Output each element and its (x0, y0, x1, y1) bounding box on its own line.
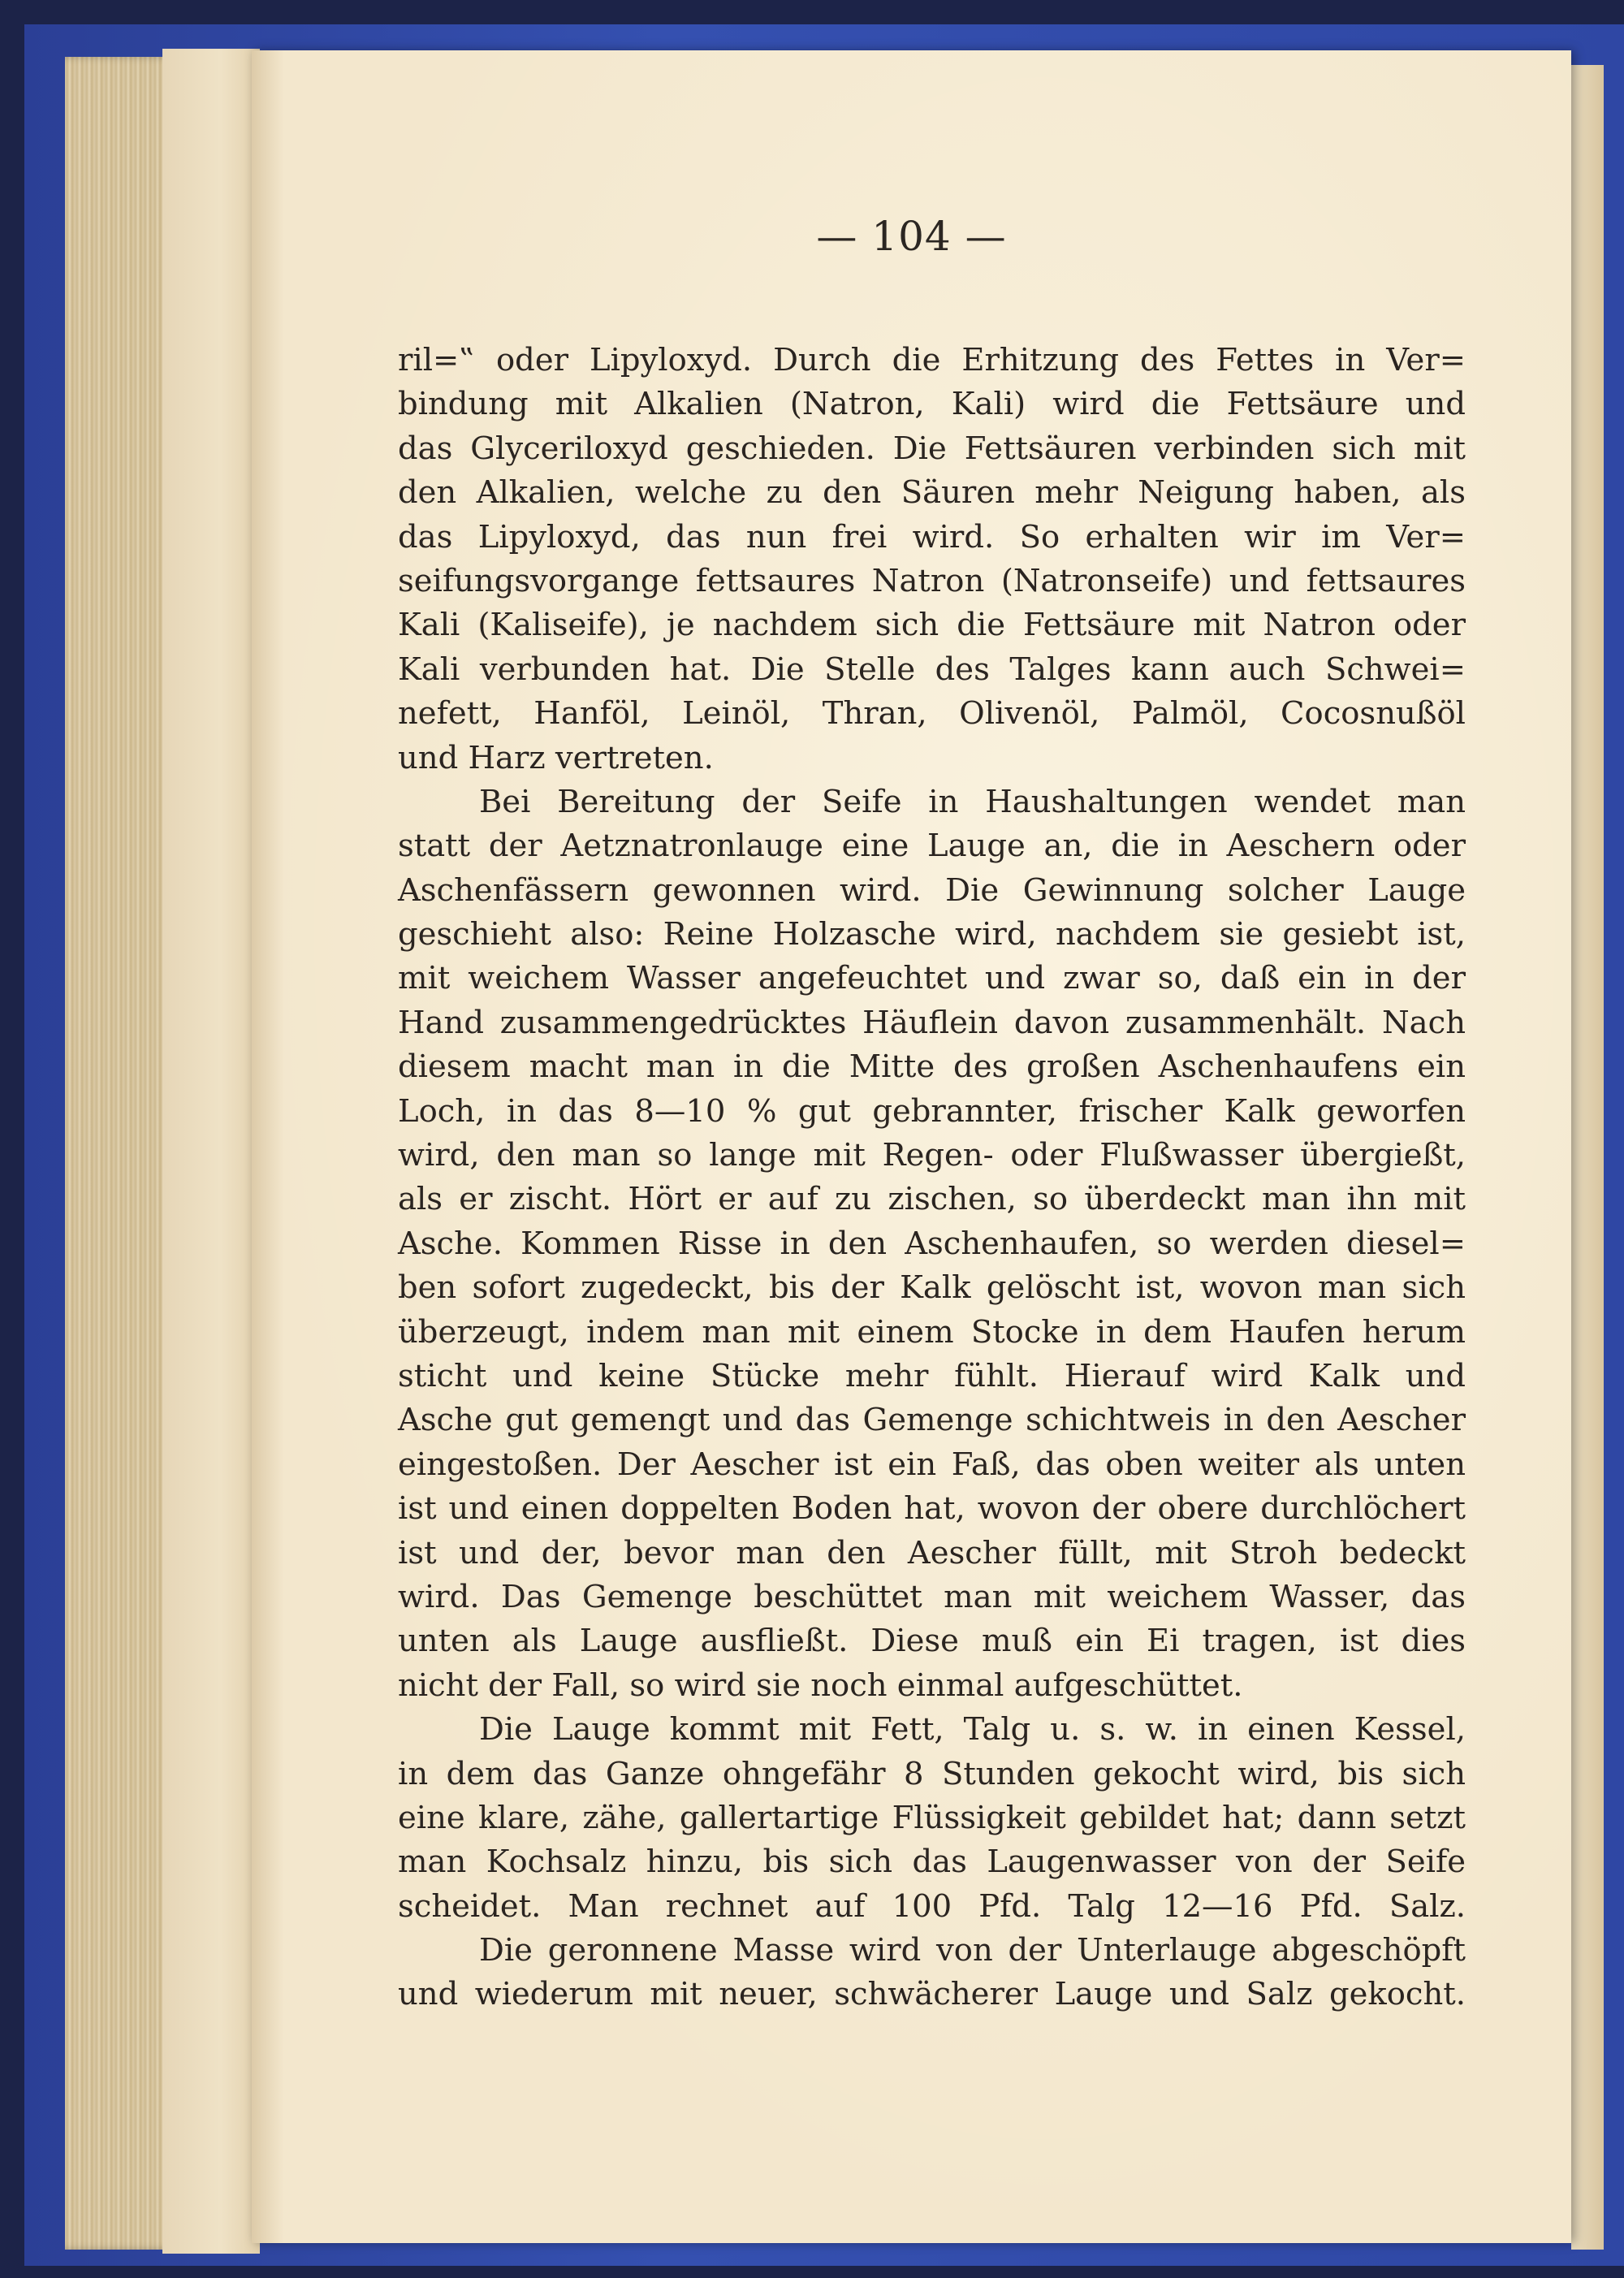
book-page (252, 50, 1571, 2243)
text-line: in dem das Ganze ohngefähr 8 Stunden gekocht wird, bis sich (398, 1755, 1466, 1792)
page-text (398, 339, 1466, 2017)
page-edges (65, 57, 179, 2250)
text-line: Die geronnene Masse wird von der Unterlauge abgeschöpft (479, 1932, 1466, 1969)
text-line: ril=‟ oder Lipyloxyd. Durch die Erhitzung des Fettes in Ver= (398, 342, 1466, 378)
text-line: geschieht also: Reine Holzasche wird, nachdem sie gesiebt ist, (398, 916, 1466, 953)
text-line: eine klare, zähe, gallertartige Flüssigkeit gebildet hat; dann setzt (398, 1799, 1466, 1836)
previous-page (162, 49, 260, 2254)
text-line: ben sofort zugedeckt, bis der Kalk gelöscht ist, wovon man sich (398, 1269, 1466, 1307)
text-line: statt der Aetznatronlauge eine Lauge an, die in Aeschern oder (398, 828, 1466, 865)
text-line: Hand zusammengedrücktes Häuflein davon zusammenhält. Nach (398, 1004, 1466, 1041)
text-line: mit weichem Wasser angefeuchtet und zwar so, daß ein in der (398, 960, 1466, 997)
text-line: nefett, Hanföl, Leinöl, Thran, Olivenöl, Palmöl, Cocosnußöl (398, 695, 1466, 733)
text-line: man Kochsalz hinzu, bis sich das Laugenwasser von der Seife (398, 1844, 1466, 1881)
text-line: ist und einen doppelten Boden hat, wovon der obere durchlöchert (398, 1490, 1466, 1528)
text-line: unten als Lauge ausfließt. Diese muß ein Ei tragen, ist dies (398, 1623, 1466, 1660)
text-line: diesem macht man in die Mitte des großen Aschenhaufens ein (398, 1048, 1466, 1086)
text-line: den Alkalien, welche zu den Säuren mehr Neigung haben, als (398, 474, 1466, 512)
text-line: Die Lauge kommt mit Fett, Talg u. s. w. in einen Kessel, (479, 1711, 1466, 1748)
text-line: bindung mit Alkalien (Natron, Kali) wird die Fettsäure und (398, 386, 1466, 423)
text-line: wird. Das Gemenge beschüttet man mit weichem Wasser, das (398, 1578, 1466, 1615)
text-line: das Lipyloxyd, das nun frei wird. So erhalten wir im Ver= (398, 518, 1466, 555)
text-line: wird, den man so lange mit Regen- oder Flußwasser übergießt, (398, 1137, 1466, 1174)
text-line: scheidet. Man rechnet auf 100 Pfd. Talg 12—16 Pfd. Salz. (398, 1887, 1466, 1925)
text-line: Bei Bereitung der Seife in Haushaltungen wendet man (479, 783, 1466, 820)
text-line: eingestoßen. Der Aescher ist ein Faß, das oben weiter als unten (398, 1446, 1466, 1483)
text-line: Kali verbunden hat. Die Stelle des Talges kann auch Schwei= (398, 651, 1466, 688)
text-line: ist und der, bevor man den Aescher füllt, mit Stroh bedeckt (398, 1534, 1466, 1571)
text-line: Asche. Kommen Risse in den Aschenhaufen, so werden diesel= (398, 1225, 1466, 1262)
text-line: sticht und keine Stücke mehr fühlt. Hierauf wird Kalk und (398, 1357, 1466, 1394)
text-line: das Glyceriloxyd geschieden. Die Fettsäuren verbinden sich mit (398, 430, 1466, 467)
text-line: nicht der Fall, so wird sie noch einmal aufgeschüttet. (398, 1666, 1243, 1704)
text-line: seifungsvorgange fettsaures Natron (Natronseife) und fettsaures (398, 562, 1466, 599)
page-number: — 104 — (816, 213, 1007, 260)
text-line: und Harz vertreten. (398, 739, 714, 776)
text-line: überzeugt, indem man mit einem Stocke in dem Haufen herum (398, 1313, 1466, 1351)
text-line: Loch, in das 8—10 % gut gebrannter, frischer Kalk geworfen (398, 1092, 1466, 1130)
text-line: als er zischt. Hört er auf zu zischen, so überdeckt man ihn mit (398, 1181, 1466, 1218)
text-line: Asche gut gemengt und das Gemenge schichtweis in den Aescher (398, 1402, 1466, 1439)
text-line: Kali (Kaliseife), je nachdem sich die Fettsäure mit Natron oder (398, 607, 1466, 644)
text-line: Aschenfässern gewonnen wird. Die Gewinnung solcher Lauge (398, 871, 1466, 909)
text-line: und wiederum mit neuer, schwächerer Lauge und Salz gekocht. (398, 1976, 1466, 2013)
next-page-edge (1571, 65, 1604, 2250)
